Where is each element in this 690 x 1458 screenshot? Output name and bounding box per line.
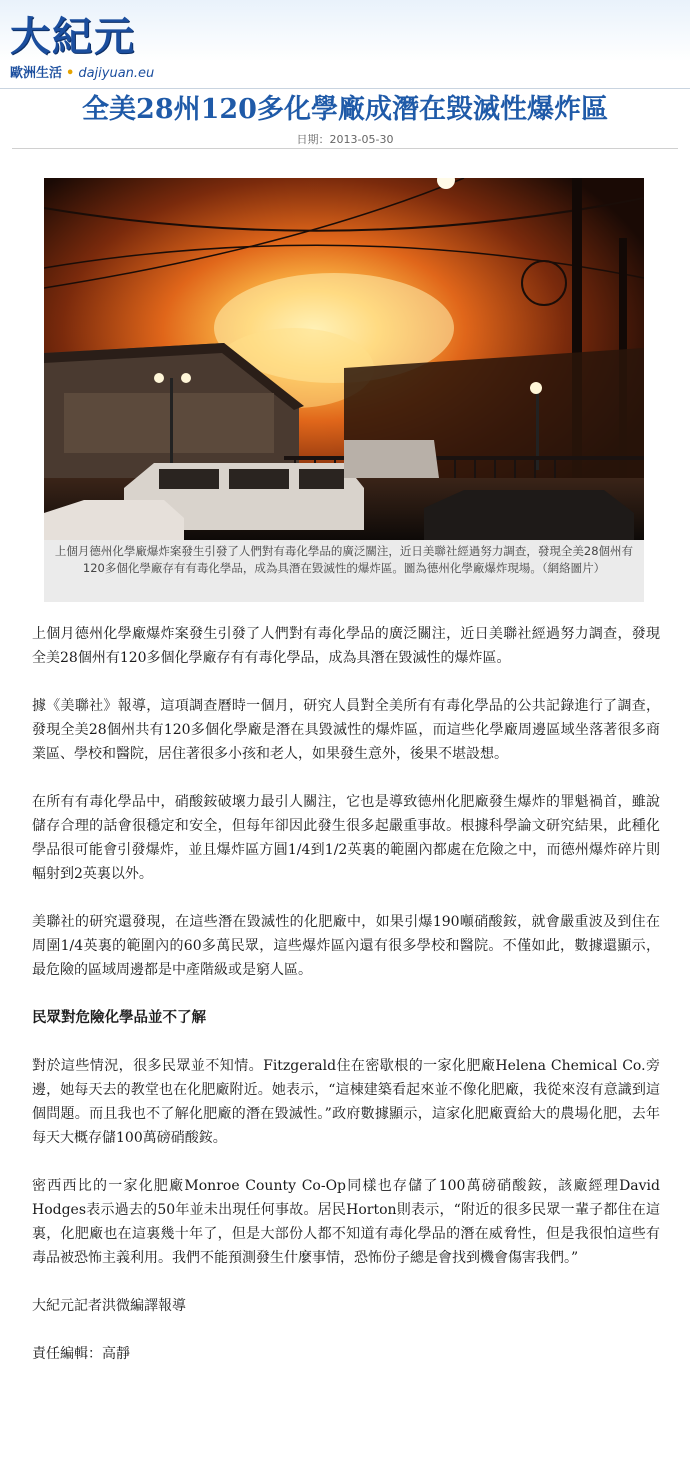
site-header: [0, 0, 690, 89]
article-body: [32, 622, 660, 1390]
dot-separator-icon: •: [66, 66, 75, 81]
date-value: 2013-05-30: [329, 133, 394, 146]
reporter-credit: 大紀元記者洪微編譯報導: [32, 1298, 186, 1314]
site-logo[interactable]: [10, 14, 154, 80]
paragraph: 據《美聯社》報導，這項調查曆時一個月，研究人員對全美所有有毒化學品的公共記錄進行了調查，發現全美28個州共有120多個化學廠是潛在具毀滅性的爆炸區，而這些化學廠周邊區域坐落著很多商業區、學校和醫院，居住著很多小孩和老人，如果發生意外，後果不堪設想。: [32, 698, 660, 762]
fire-scene-image: [44, 178, 644, 540]
paragraph: 在所有有毒化學品中，硝酸銨破壞力最引人關注，它也是導致德州化肥廠發生爆炸的罪魁禍首，雖說儲存合理的話會很穩定和安全，但每年卻因此發生很多起嚴重事故。根據科學論文研究結果，此種化學品很可能會引發爆炸，並且爆炸區方圓1/4到1/2英裏的範圍內都處在危險之中，而德州爆炸碎片則輻射到2英裏以外。: [32, 794, 660, 882]
title-divider: [12, 148, 678, 149]
logo-text: 大紀元: [10, 14, 136, 60]
paragraph: 美聯社的研究還發現，在這些潛在毀滅性的化肥廠中，如果引爆190噸硝酸銨，就會嚴重波及到住在周圍1/4英裏的範圍內的60多萬民眾，這些爆炸區內還有很多學校和醫院。不僅如此，數據還顯示，最危險的區域周邊都是中產階級或是窮人區。: [32, 914, 660, 978]
paragraph: 上個月德州化學廠爆炸案發生引發了人們對有毒化學品的廣泛關注，近日美聯社經過努力調查，發現全美28個州有120多個化學廠存有有毒化學品，成為具潛在毀滅性的爆炸區。: [32, 626, 660, 666]
article-title: 全美28州120多化學廠成潛在毀滅性爆炸區: [82, 94, 608, 125]
paragraph: 密西西比的一家化肥廠Monroe County Co-Op同樣也存儲了100萬磅硝酸銨，該廠經理David Hodges表示過去的50年並未出現任何事故。居民Horton則表示，“附近的很多民眾一輩子都住在這裏，化肥廠也在這裏幾十年了，但是大部份人都不知道有毒化學品的潛在威脅性，但是我很怕這些有毒品被恐怖主義利用。我們不能預測發生什麼事情，恐怖份子總是會找到機會傷害我們。”: [32, 1178, 660, 1266]
article-photo: [44, 178, 644, 540]
logo-tagline: [10, 62, 154, 81]
logo-domain: dajiyuan.eu: [78, 66, 155, 81]
logo-region: 歐洲生活: [10, 66, 63, 81]
photo-caption: 上個月德州化學廠爆炸案發生引發了人們對有毒化學品的廣泛關注，近日美聯社經過努力調查，發現全美28個州有120多個化學廠存有有毒化學品，成為具潛在毀滅性的爆炸區。圖為德州化學廠爆炸現場。（網絡圖片）: [44, 540, 644, 602]
editor-credit: 責任編輯：高靜: [32, 1346, 130, 1362]
article-date: [0, 131, 690, 147]
paragraph: 對於這些情況，很多民眾並不知情。Fitzgerald住在密歇根的一家化肥廠Helena Chemical Co.旁邊，她每天去的教堂也在化肥廠附近。她表示，“這棟建築看起來並不像化肥廠，我從來沒有意識到這個問題。而且我也不了解化肥廠的潛在毀滅性。”政府數據顯示，這家化肥廠賣給大的農場化肥，去年每天大概存儲100萬磅硝酸銨。: [32, 1058, 660, 1146]
date-label: 日期：: [296, 133, 330, 146]
section-subheading: 民眾對危險化學品並不了解: [32, 1009, 206, 1026]
